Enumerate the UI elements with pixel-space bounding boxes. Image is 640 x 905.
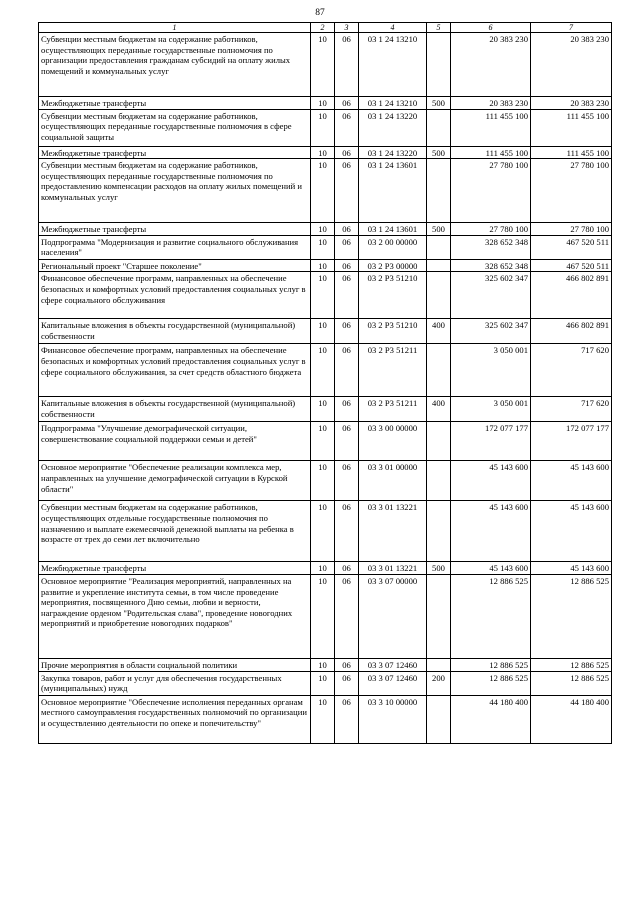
- row-expense-type-cell: 400: [427, 319, 451, 344]
- row-amount-year2-cell: 717 620: [531, 397, 612, 422]
- row-target-article-cell: 03 3 01 00000: [359, 461, 427, 501]
- row-amount-year2-cell: 45 143 600: [531, 461, 612, 501]
- row-subsection-cell: 06: [335, 422, 359, 461]
- row-section-cell: 10: [311, 159, 335, 223]
- column-header: 2: [311, 23, 335, 33]
- row-name-cell: Финансовое обеспечение программ, направленных на обеспечение безопасных и комфортных условий предоставления социальных услуг в сфере социального обслуживания, за счет средств областного бюджета: [39, 344, 311, 397]
- table-row: [39, 223, 612, 236]
- row-subsection-cell: 06: [335, 259, 359, 272]
- row-amount-year1-cell: 12 886 525: [451, 671, 531, 695]
- row-target-article-cell: 03 2 P3 51211: [359, 344, 427, 397]
- row-name-cell: Субвенции местным бюджетам на содержание работников, осуществляющих переданные государственные полномочия по организации предоставления гражданам субсидий на оплату жилых помещений и коммунальных услуг: [39, 33, 311, 97]
- row-expense-type-cell: 500: [427, 562, 451, 575]
- row-section-cell: 10: [311, 574, 335, 658]
- row-expense-type-cell: 500: [427, 223, 451, 236]
- row-target-article-cell: 03 3 07 00000: [359, 574, 427, 658]
- row-subsection-cell: 06: [335, 501, 359, 562]
- row-expense-type-cell: [427, 501, 451, 562]
- page-number: 87: [315, 8, 325, 18]
- table-row: [39, 397, 612, 422]
- row-expense-type-cell: [427, 461, 451, 501]
- row-amount-year1-cell: 45 143 600: [451, 501, 531, 562]
- table-row: [39, 109, 612, 146]
- table-row: [39, 671, 612, 695]
- row-section-cell: 10: [311, 223, 335, 236]
- row-amount-year2-cell: 44 180 400: [531, 695, 612, 743]
- row-name-cell: Межбюджетные трансферты: [39, 97, 311, 110]
- row-name-cell: Региональный проект "Старшее поколение": [39, 259, 311, 272]
- row-name-cell: Капитальные вложения в объекты государственной (муниципальной) собственности: [39, 397, 311, 422]
- row-target-article-cell: 03 3 07 12460: [359, 671, 427, 695]
- row-section-cell: 10: [311, 658, 335, 671]
- table-row: [39, 501, 612, 562]
- table-row: [39, 259, 612, 272]
- row-amount-year2-cell: 12 886 525: [531, 671, 612, 695]
- row-subsection-cell: 06: [335, 671, 359, 695]
- row-amount-year1-cell: 328 652 348: [451, 259, 531, 272]
- row-subsection-cell: 06: [335, 159, 359, 223]
- row-expense-type-cell: 500: [427, 146, 451, 159]
- row-expense-type-cell: [427, 159, 451, 223]
- row-name-cell: Капитальные вложения в объекты государственной (муниципальной) собственности: [39, 319, 311, 344]
- table-row: [39, 33, 612, 97]
- row-expense-type-cell: [427, 259, 451, 272]
- table-row: [39, 146, 612, 159]
- row-expense-type-cell: [427, 109, 451, 146]
- row-amount-year1-cell: 325 602 347: [451, 272, 531, 319]
- row-amount-year1-cell: 27 780 100: [451, 159, 531, 223]
- row-name-cell: Подпрограмма "Модернизация и развитие социального обслуживания населения": [39, 235, 311, 259]
- column-header: 1: [39, 23, 311, 33]
- row-target-article-cell: 03 1 24 13601: [359, 159, 427, 223]
- row-section-cell: 10: [311, 319, 335, 344]
- row-subsection-cell: 06: [335, 658, 359, 671]
- row-expense-type-cell: [427, 422, 451, 461]
- row-section-cell: 10: [311, 695, 335, 743]
- row-target-article-cell: 03 2 P3 51211: [359, 397, 427, 422]
- row-expense-type-cell: 500: [427, 97, 451, 110]
- row-target-article-cell: 03 3 07 12460: [359, 658, 427, 671]
- row-target-article-cell: 03 3 00 00000: [359, 422, 427, 461]
- row-expense-type-cell: [427, 344, 451, 397]
- row-section-cell: 10: [311, 671, 335, 695]
- row-section-cell: 10: [311, 422, 335, 461]
- row-amount-year1-cell: 3 050 001: [451, 397, 531, 422]
- row-target-article-cell: 03 1 24 13220: [359, 109, 427, 146]
- table-row: [39, 695, 612, 743]
- row-expense-type-cell: [427, 235, 451, 259]
- row-subsection-cell: 06: [335, 223, 359, 236]
- row-target-article-cell: 03 1 24 13210: [359, 97, 427, 110]
- row-subsection-cell: 06: [335, 461, 359, 501]
- table-row: [39, 97, 612, 110]
- row-subsection-cell: 06: [335, 97, 359, 110]
- row-amount-year2-cell: 45 143 600: [531, 501, 612, 562]
- table-row: [39, 159, 612, 223]
- row-subsection-cell: 06: [335, 319, 359, 344]
- table-row: [39, 562, 612, 575]
- row-expense-type-cell: [427, 272, 451, 319]
- row-name-cell: Субвенции местным бюджетам на содержание работников, осуществляющих переданные государственные полномочия в сфере социальной защиты: [39, 109, 311, 146]
- row-expense-type-cell: [427, 695, 451, 743]
- row-amount-year1-cell: 45 143 600: [451, 562, 531, 575]
- row-section-cell: 10: [311, 272, 335, 319]
- row-name-cell: Субвенции местным бюджетам на содержание работников, осуществляющих переданные государственные полномочия по предоставлению компенсации расходов на оплату жилых помещений и коммунальных услуг: [39, 159, 311, 223]
- row-subsection-cell: 06: [335, 397, 359, 422]
- table-row: [39, 319, 612, 344]
- row-amount-year2-cell: 27 780 100: [531, 159, 612, 223]
- row-name-cell: Прочие мероприятия в области социальной политики: [39, 658, 311, 671]
- row-subsection-cell: 06: [335, 695, 359, 743]
- row-amount-year1-cell: 328 652 348: [451, 235, 531, 259]
- row-subsection-cell: 06: [335, 574, 359, 658]
- row-name-cell: Закупка товаров, работ и услуг для обеспечения государственных (муниципальных) нужд: [39, 671, 311, 695]
- row-section-cell: 10: [311, 397, 335, 422]
- row-amount-year2-cell: 172 077 177: [531, 422, 612, 461]
- row-amount-year1-cell: 111 455 100: [451, 146, 531, 159]
- row-subsection-cell: 06: [335, 235, 359, 259]
- row-amount-year2-cell: 20 383 230: [531, 33, 612, 97]
- row-section-cell: 10: [311, 259, 335, 272]
- row-target-article-cell: 03 1 24 13210: [359, 33, 427, 97]
- row-target-article-cell: 03 3 01 13221: [359, 501, 427, 562]
- table-row: [39, 235, 612, 259]
- row-amount-year2-cell: 27 780 100: [531, 223, 612, 236]
- row-section-cell: 10: [311, 33, 335, 97]
- row-name-cell: Основное мероприятие "Обеспечение исполнения переданных органам местного самоуправления государственных полномочий по организации и осуществлению деятельности по опеке и попечительству": [39, 695, 311, 743]
- row-amount-year2-cell: 111 455 100: [531, 109, 612, 146]
- row-expense-type-cell: [427, 574, 451, 658]
- row-target-article-cell: 03 1 24 13220: [359, 146, 427, 159]
- column-header: 4: [359, 23, 427, 33]
- row-amount-year1-cell: 20 383 230: [451, 97, 531, 110]
- row-amount-year2-cell: 20 383 230: [531, 97, 612, 110]
- row-amount-year1-cell: 44 180 400: [451, 695, 531, 743]
- row-expense-type-cell: [427, 658, 451, 671]
- row-amount-year1-cell: 12 886 525: [451, 658, 531, 671]
- row-expense-type-cell: [427, 33, 451, 97]
- row-amount-year2-cell: 12 886 525: [531, 658, 612, 671]
- row-name-cell: Субвенции местным бюджетам на содержание работников, осуществляющих отдельные государственные полномочия по назначению и выплате ежемесячной денежной выплаты на ребенка в возрасте от трех до семи лет включительно: [39, 501, 311, 562]
- row-name-cell: Межбюджетные трансферты: [39, 223, 311, 236]
- column-header: 7: [531, 23, 612, 33]
- row-amount-year2-cell: 111 455 100: [531, 146, 612, 159]
- row-name-cell: Основное мероприятие "Обеспечение реализации комплекса мер, направленных на улучшение демографической ситуации в Курской области": [39, 461, 311, 501]
- row-amount-year1-cell: 325 602 347: [451, 319, 531, 344]
- column-number-row: [39, 23, 612, 33]
- row-subsection-cell: 06: [335, 562, 359, 575]
- budget-table: [38, 22, 612, 744]
- row-amount-year1-cell: 3 050 001: [451, 344, 531, 397]
- row-target-article-cell: 03 3 01 13221: [359, 562, 427, 575]
- row-section-cell: 10: [311, 344, 335, 397]
- column-header: 3: [335, 23, 359, 33]
- row-name-cell: Межбюджетные трансферты: [39, 562, 311, 575]
- column-header: 6: [451, 23, 531, 33]
- row-subsection-cell: 06: [335, 272, 359, 319]
- row-amount-year1-cell: 12 886 525: [451, 574, 531, 658]
- row-subsection-cell: 06: [335, 33, 359, 97]
- row-amount-year2-cell: 466 802 891: [531, 272, 612, 319]
- row-section-cell: 10: [311, 109, 335, 146]
- row-amount-year2-cell: 467 520 511: [531, 235, 612, 259]
- row-amount-year2-cell: 467 520 511: [531, 259, 612, 272]
- row-amount-year1-cell: 45 143 600: [451, 461, 531, 501]
- row-target-article-cell: 03 2 00 00000: [359, 235, 427, 259]
- row-target-article-cell: 03 1 24 13601: [359, 223, 427, 236]
- row-amount-year2-cell: 466 802 891: [531, 319, 612, 344]
- row-amount-year2-cell: 45 143 600: [531, 562, 612, 575]
- row-name-cell: Подпрограмма "Улучшение демографической ситуации, совершенствование социальной поддержки семьи и детей": [39, 422, 311, 461]
- row-section-cell: 10: [311, 461, 335, 501]
- row-section-cell: 10: [311, 562, 335, 575]
- row-amount-year1-cell: 20 383 230: [451, 33, 531, 97]
- table-row: [39, 272, 612, 319]
- row-expense-type-cell: 200: [427, 671, 451, 695]
- row-target-article-cell: 03 2 P3 00000: [359, 259, 427, 272]
- row-target-article-cell: 03 3 10 00000: [359, 695, 427, 743]
- row-name-cell: Межбюджетные трансферты: [39, 146, 311, 159]
- column-header: 5: [427, 23, 451, 33]
- row-target-article-cell: 03 2 P3 51210: [359, 319, 427, 344]
- row-target-article-cell: 03 2 P3 51210: [359, 272, 427, 319]
- row-amount-year2-cell: 717 620: [531, 344, 612, 397]
- row-section-cell: 10: [311, 97, 335, 110]
- row-amount-year1-cell: 111 455 100: [451, 109, 531, 146]
- table-row: [39, 422, 612, 461]
- row-name-cell: Основное мероприятие "Реализация мероприятий, направленных на развитие и укрепление института семьи, в том числе проведение мероприятия, посвященного Дню семьи, любви и верности, награждение орденом "Родительская слава", проведение новогодних мероприятий и приобретение новогодних подарков": [39, 574, 311, 658]
- row-subsection-cell: 06: [335, 146, 359, 159]
- row-subsection-cell: 06: [335, 109, 359, 146]
- table-row: [39, 658, 612, 671]
- row-subsection-cell: 06: [335, 344, 359, 397]
- table-row: [39, 574, 612, 658]
- row-name-cell: Финансовое обеспечение программ, направленных на обеспечение безопасных и комфортных условий предоставления социальных услуг в сфере социального обслуживания: [39, 272, 311, 319]
- row-amount-year2-cell: 12 886 525: [531, 574, 612, 658]
- row-amount-year1-cell: 172 077 177: [451, 422, 531, 461]
- row-amount-year1-cell: 27 780 100: [451, 223, 531, 236]
- table-row: [39, 461, 612, 501]
- row-expense-type-cell: 400: [427, 397, 451, 422]
- table-row: [39, 344, 612, 397]
- row-section-cell: 10: [311, 235, 335, 259]
- row-section-cell: 10: [311, 501, 335, 562]
- row-section-cell: 10: [311, 146, 335, 159]
